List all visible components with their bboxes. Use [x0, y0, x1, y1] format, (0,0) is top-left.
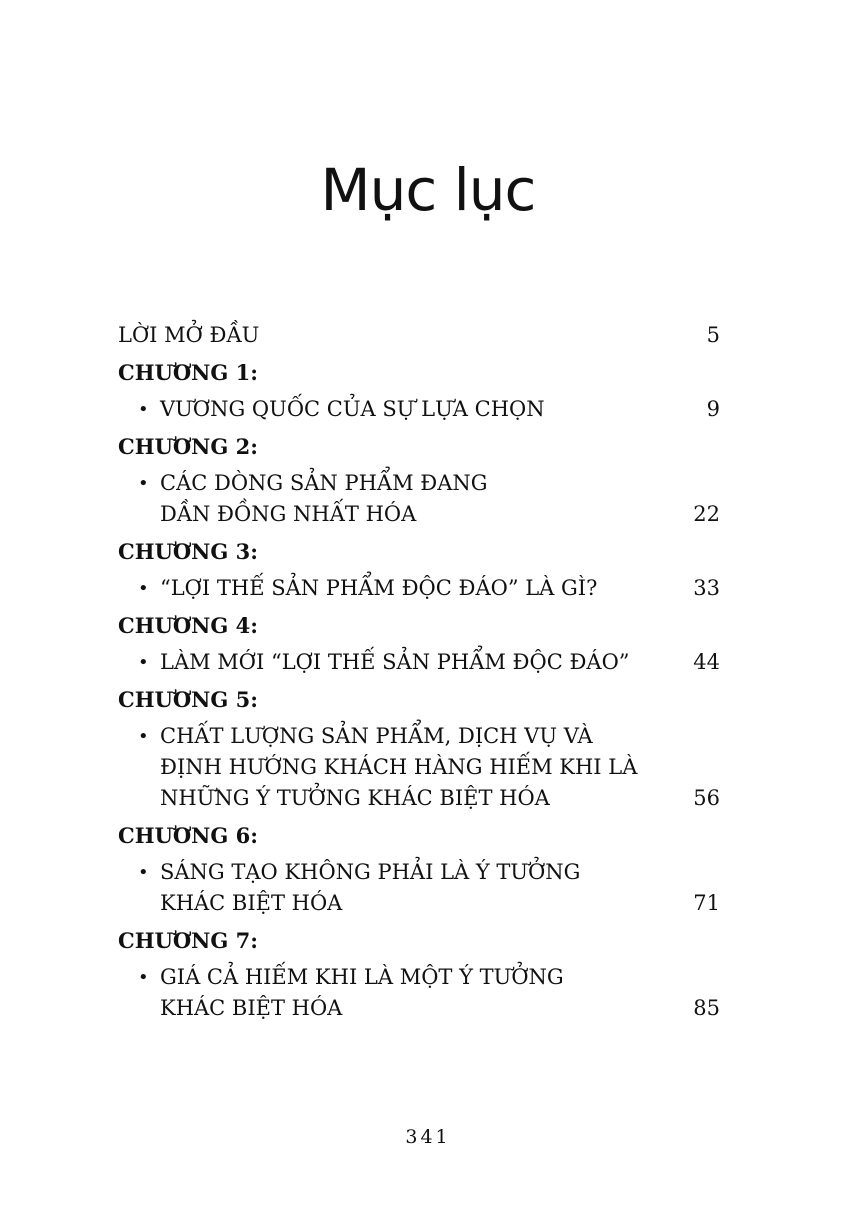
toc-page-number: 5 [706, 323, 720, 347]
toc-entry-chapter-2[interactable] [118, 468, 720, 530]
toc-entry-chapter-6[interactable] [118, 857, 720, 919]
chapter-heading-1: CHƯƠNG 1: [118, 360, 258, 385]
toc-entry-line: KHÁC BIỆT HÓA [160, 996, 343, 1020]
toc-page-number: 9 [706, 397, 720, 421]
bullet-icon: • [138, 862, 149, 883]
toc-entry-line: SÁNG TẠO KHÔNG PHẢI LÀ Ý TƯỞNG [160, 860, 581, 884]
toc-page-number: 71 [693, 891, 720, 915]
bullet-icon: • [138, 473, 149, 494]
toc-entry-preface[interactable] [118, 320, 720, 351]
chapter-heading-6: CHƯƠNG 6: [118, 823, 258, 848]
toc-entry-line: CÁC DÒNG SẢN PHẨM ĐANG [160, 471, 488, 495]
toc-entry-label: LỜI MỞ ĐẦU [118, 323, 260, 347]
toc-entry-line: KHÁC BIỆT HÓA [160, 891, 343, 915]
toc-entry-chapter-3[interactable] [118, 573, 720, 604]
bullet-icon: • [138, 652, 149, 673]
chapter-heading-7: CHƯƠNG 7: [118, 928, 258, 953]
page-title: Mục lục [320, 155, 536, 224]
toc-page-number: 22 [693, 502, 720, 526]
toc-entry-line: DẦN ĐỒNG NHẤT HÓA [160, 502, 417, 526]
chapter-heading-3: CHƯƠNG 3: [118, 539, 258, 564]
toc-entry-chapter-4[interactable] [118, 647, 720, 678]
footer-page-number: 341 [405, 1126, 451, 1148]
toc-entry-line: NHỮNG Ý TƯỞNG KHÁC BIỆT HÓA [160, 786, 550, 810]
toc-entry-line: LÀM MỚI “LỢI THẾ SẢN PHẨM ĐỘC ĐÁO” [160, 650, 630, 674]
chapter-list [118, 357, 720, 1024]
toc-entry-line: “LỢI THẾ SẢN PHẨM ĐỘC ĐÁO” LÀ GÌ? [160, 576, 598, 600]
bullet-icon: • [138, 726, 149, 747]
toc-page-number: 33 [693, 576, 720, 600]
toc-page-number: 85 [693, 996, 720, 1020]
table-of-contents [118, 320, 720, 1030]
bullet-icon: • [138, 578, 149, 599]
toc-entry-chapter-1[interactable] [118, 394, 720, 425]
toc-entry-line: VƯƠNG QUỐC CỦA SỰ LỰA CHỌN [160, 397, 545, 421]
toc-page-number: 44 [693, 650, 720, 674]
toc-entry-line: ĐỊNH HƯỚNG KHÁCH HÀNG HIẾM KHI LÀ [160, 755, 638, 779]
bullet-icon: • [138, 967, 149, 988]
toc-entry-line: CHẤT LƯỢNG SẢN PHẨM, DỊCH VỤ VÀ [160, 724, 593, 748]
toc-entry-line: GIÁ CẢ HIẾM KHI LÀ MỘT Ý TƯỞNG [160, 965, 564, 989]
chapter-heading-5: CHƯƠNG 5: [118, 687, 258, 712]
chapter-heading-4: CHƯƠNG 4: [118, 613, 258, 638]
toc-entry-chapter-7[interactable] [118, 962, 720, 1024]
toc-entry-chapter-5[interactable] [118, 721, 720, 814]
bullet-icon: • [138, 399, 149, 420]
toc-page-number: 56 [693, 786, 720, 810]
chapter-heading-2: CHƯƠNG 2: [118, 434, 258, 459]
